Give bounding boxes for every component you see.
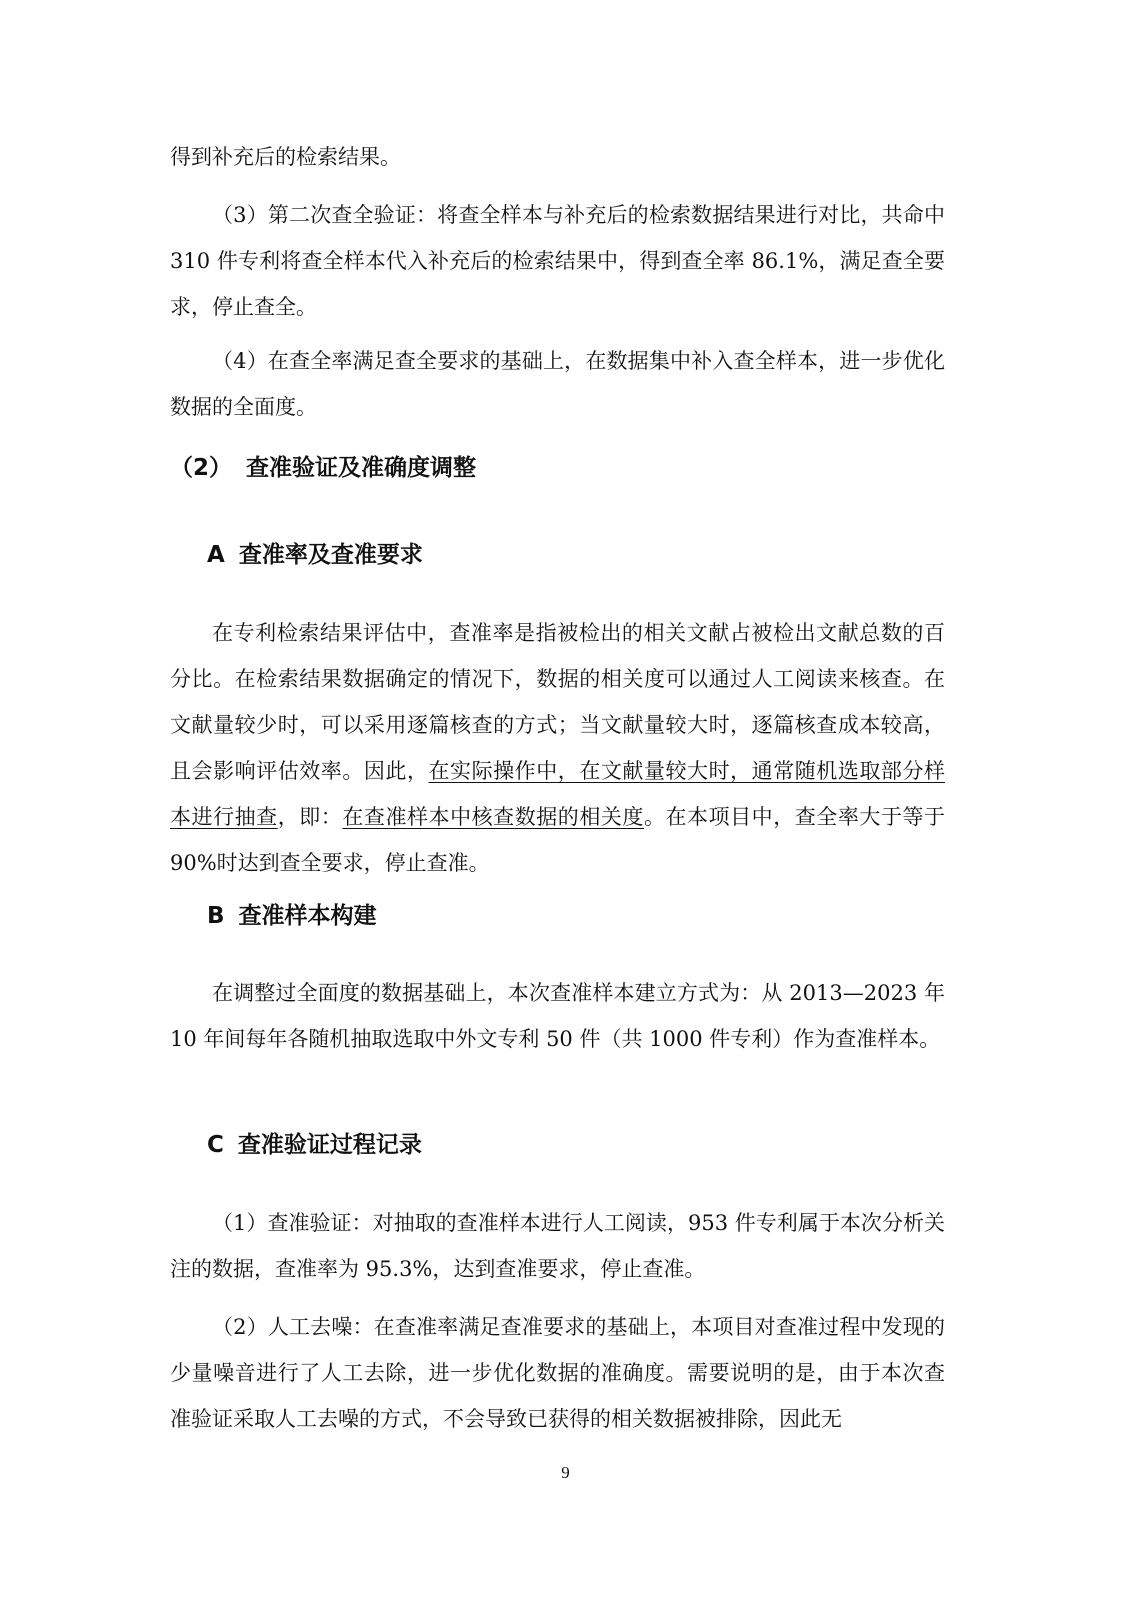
precision-text-part-2: ，即： (277, 805, 343, 829)
paragraph-search-result-continued: 得到补充后的检索结果。 (170, 145, 401, 169)
underlined-relevance-check: 在查准样本中核查数据的相关度 (342, 805, 644, 829)
subheading-a-text: 查准率及查准要求 (238, 542, 423, 568)
paragraph-precision-definition (170, 610, 945, 886)
paragraph-manual-denoising: （2）人工去噪：在查准率满足查准要求的基础上，本项目对查准过程中发现的少量噪音进行了人工去除，进一步优化数据的准确度。需要说明的是，由于本次查准验证采取人工去噪的方式，不会导致已获得的相关数据被排除，因此无 (170, 1315, 945, 1431)
underlined-random-sampling: 在实际操作中，在文献量较大时，通常随机选取部分样本进行抽查 (170, 759, 945, 829)
subheading-b-label: B (207, 903, 225, 929)
subheading-c-verification-record (207, 1128, 422, 1162)
subheading-c-label: C (207, 1132, 224, 1158)
subheading-a-label: A (207, 542, 225, 568)
paragraph-second-recall-check: （3）第二次查全验证：将查全样本与补充后的检索数据结果进行对比，共命中 310 件专利将查全样本代入补充后的检索结果中，得到查全率 86.1%，满足查全要求，停止查全。 (170, 203, 945, 319)
section-heading-precision-verification (170, 451, 476, 485)
page-number: 9 (561, 1463, 570, 1482)
paragraph-precision-verification: （1）查准验证：对抽取的查准样本进行人工阅读，953 件专利属于本次分析关注的数据，查准率为 95.3%，达到查准要求，停止查准。 (170, 1211, 945, 1281)
subheading-c-text: 查准验证过程记录 (237, 1132, 422, 1158)
subheading-a-precision-rate (207, 538, 423, 572)
paragraph-sample-construction: 在调整过全面度的数据基础上，本次查准样本建立方式为：从 2013—2023 年 10 年间每年各随机抽取选取中外文专利 50 件（共 1000 件专利）作为查准样本。 (170, 981, 945, 1051)
subheading-b-text: 查准样本构建 (238, 903, 377, 929)
precision-text-part-3: 。在本项目中，查全率大于等于 90%时达到查全要求，停止查准。 (170, 805, 946, 875)
section-heading-label: （2） (170, 455, 233, 481)
precision-text-part-1: 在专利检索结果评估中，查准率是指被检出的相关文献占被检出文献总数的百分比。在检索结果数据确定的情况下，数据的相关度可以通过人工阅读来核查。在文献量较少时，可以采用逐篇核查的方式；当文献量较大时，逐篇核查成本较高，且会影响评估效率。因此， (170, 621, 945, 783)
section-heading-text: 查准验证及准确度调整 (246, 455, 477, 481)
paragraph-supplement-recall-sample: （4）在查全率满足查全要求的基础上，在数据集中补入查全样本，进一步优化数据的全面度。 (170, 349, 945, 419)
subheading-b-sample-construction (207, 899, 377, 933)
